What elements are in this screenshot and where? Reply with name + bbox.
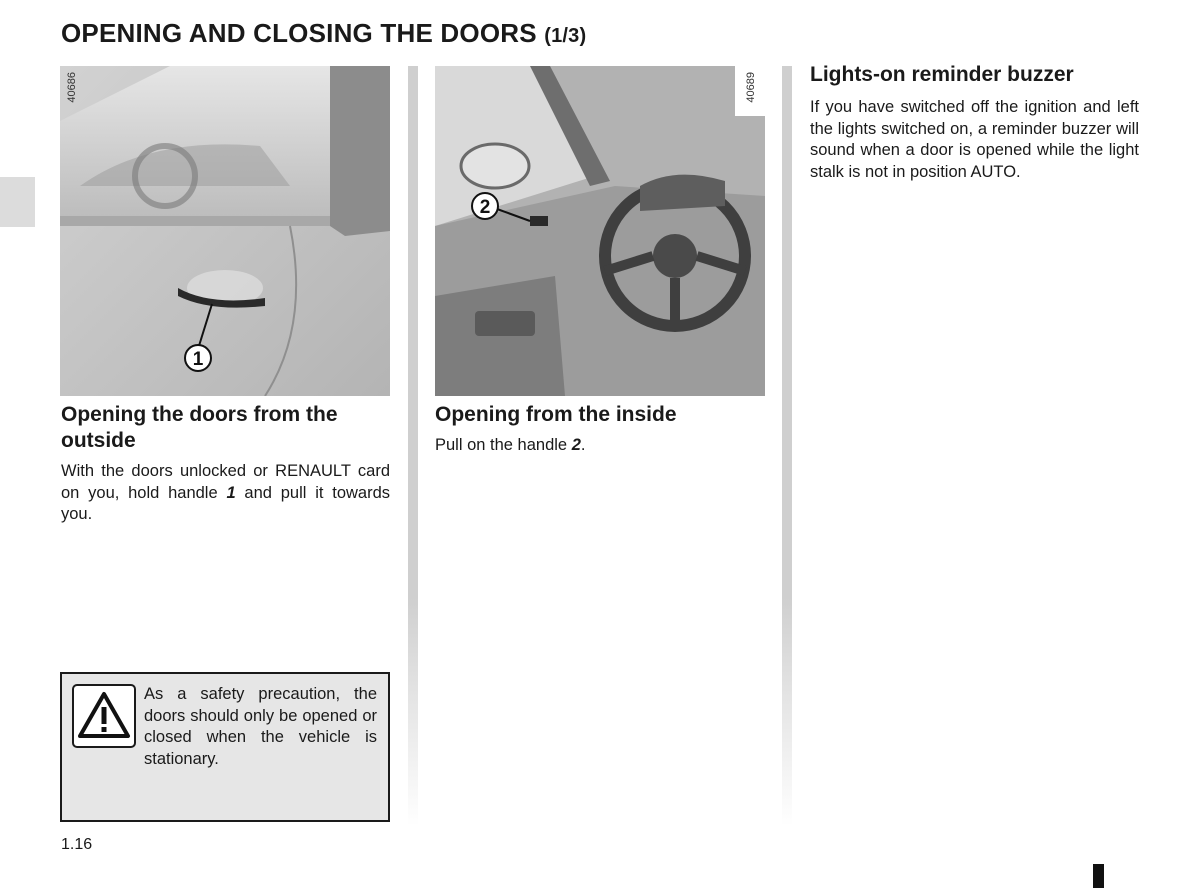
column-divider-right: [782, 66, 792, 826]
safety-warning-box: [60, 672, 390, 822]
body-opening-from-outside: [61, 461, 390, 526]
callout-2-label: 2: [479, 197, 491, 218]
column-divider-left: [408, 66, 418, 826]
body-left-prefix: With the doors unlocked or RENAULT card on you, hold handle: [61, 462, 390, 502]
body-left-suffix: and pull it towards you.: [61, 483, 391, 523]
figure-exterior-door-handle: [60, 66, 390, 396]
page-title-suffix: (1/3): [544, 25, 587, 47]
body-middle-suffix: .: [580, 436, 586, 454]
page-number: 1.16: [61, 836, 93, 853]
body-left-item-ref: 1: [226, 483, 236, 502]
page-edge-marker: [1093, 864, 1104, 888]
figure-interior-door-handle: [435, 66, 765, 396]
body-middle-prefix: Pull on the handle: [435, 436, 572, 454]
callout-1-label: 1: [192, 349, 204, 370]
body-lights-on-buzzer: If you have switched off the ignition and left the lights switched on, a reminder buzzer will sound when a door is opened while the light stalk is not in position AUTO.: [810, 98, 1139, 181]
section-side-tab: [0, 177, 35, 227]
heading-opening-from-outside: Opening the doors from the outside: [61, 403, 338, 452]
heading-opening-from-inside: Opening from the inside: [435, 403, 677, 426]
figure-ref-left: 40686: [66, 72, 78, 103]
figure-ref-middle: 40689: [745, 72, 757, 103]
body-opening-from-inside: [435, 435, 765, 457]
body-middle-item-ref: 2: [571, 436, 581, 454]
page-title-main: OPENING AND CLOSING THE DOORS: [61, 18, 537, 48]
interior-cabin-illustration: [435, 66, 765, 396]
interior-handle-shape: [530, 216, 548, 226]
page-title: [61, 18, 586, 49]
exterior-door-illustration: [60, 66, 390, 396]
safety-warning-text: As a safety precaution, the doors should only be opened or closed when the vehicle is stationary.: [144, 685, 377, 768]
warning-triangle-icon: [72, 684, 136, 748]
heading-lights-on-buzzer: Lights-on reminder buzzer: [810, 63, 1074, 86]
